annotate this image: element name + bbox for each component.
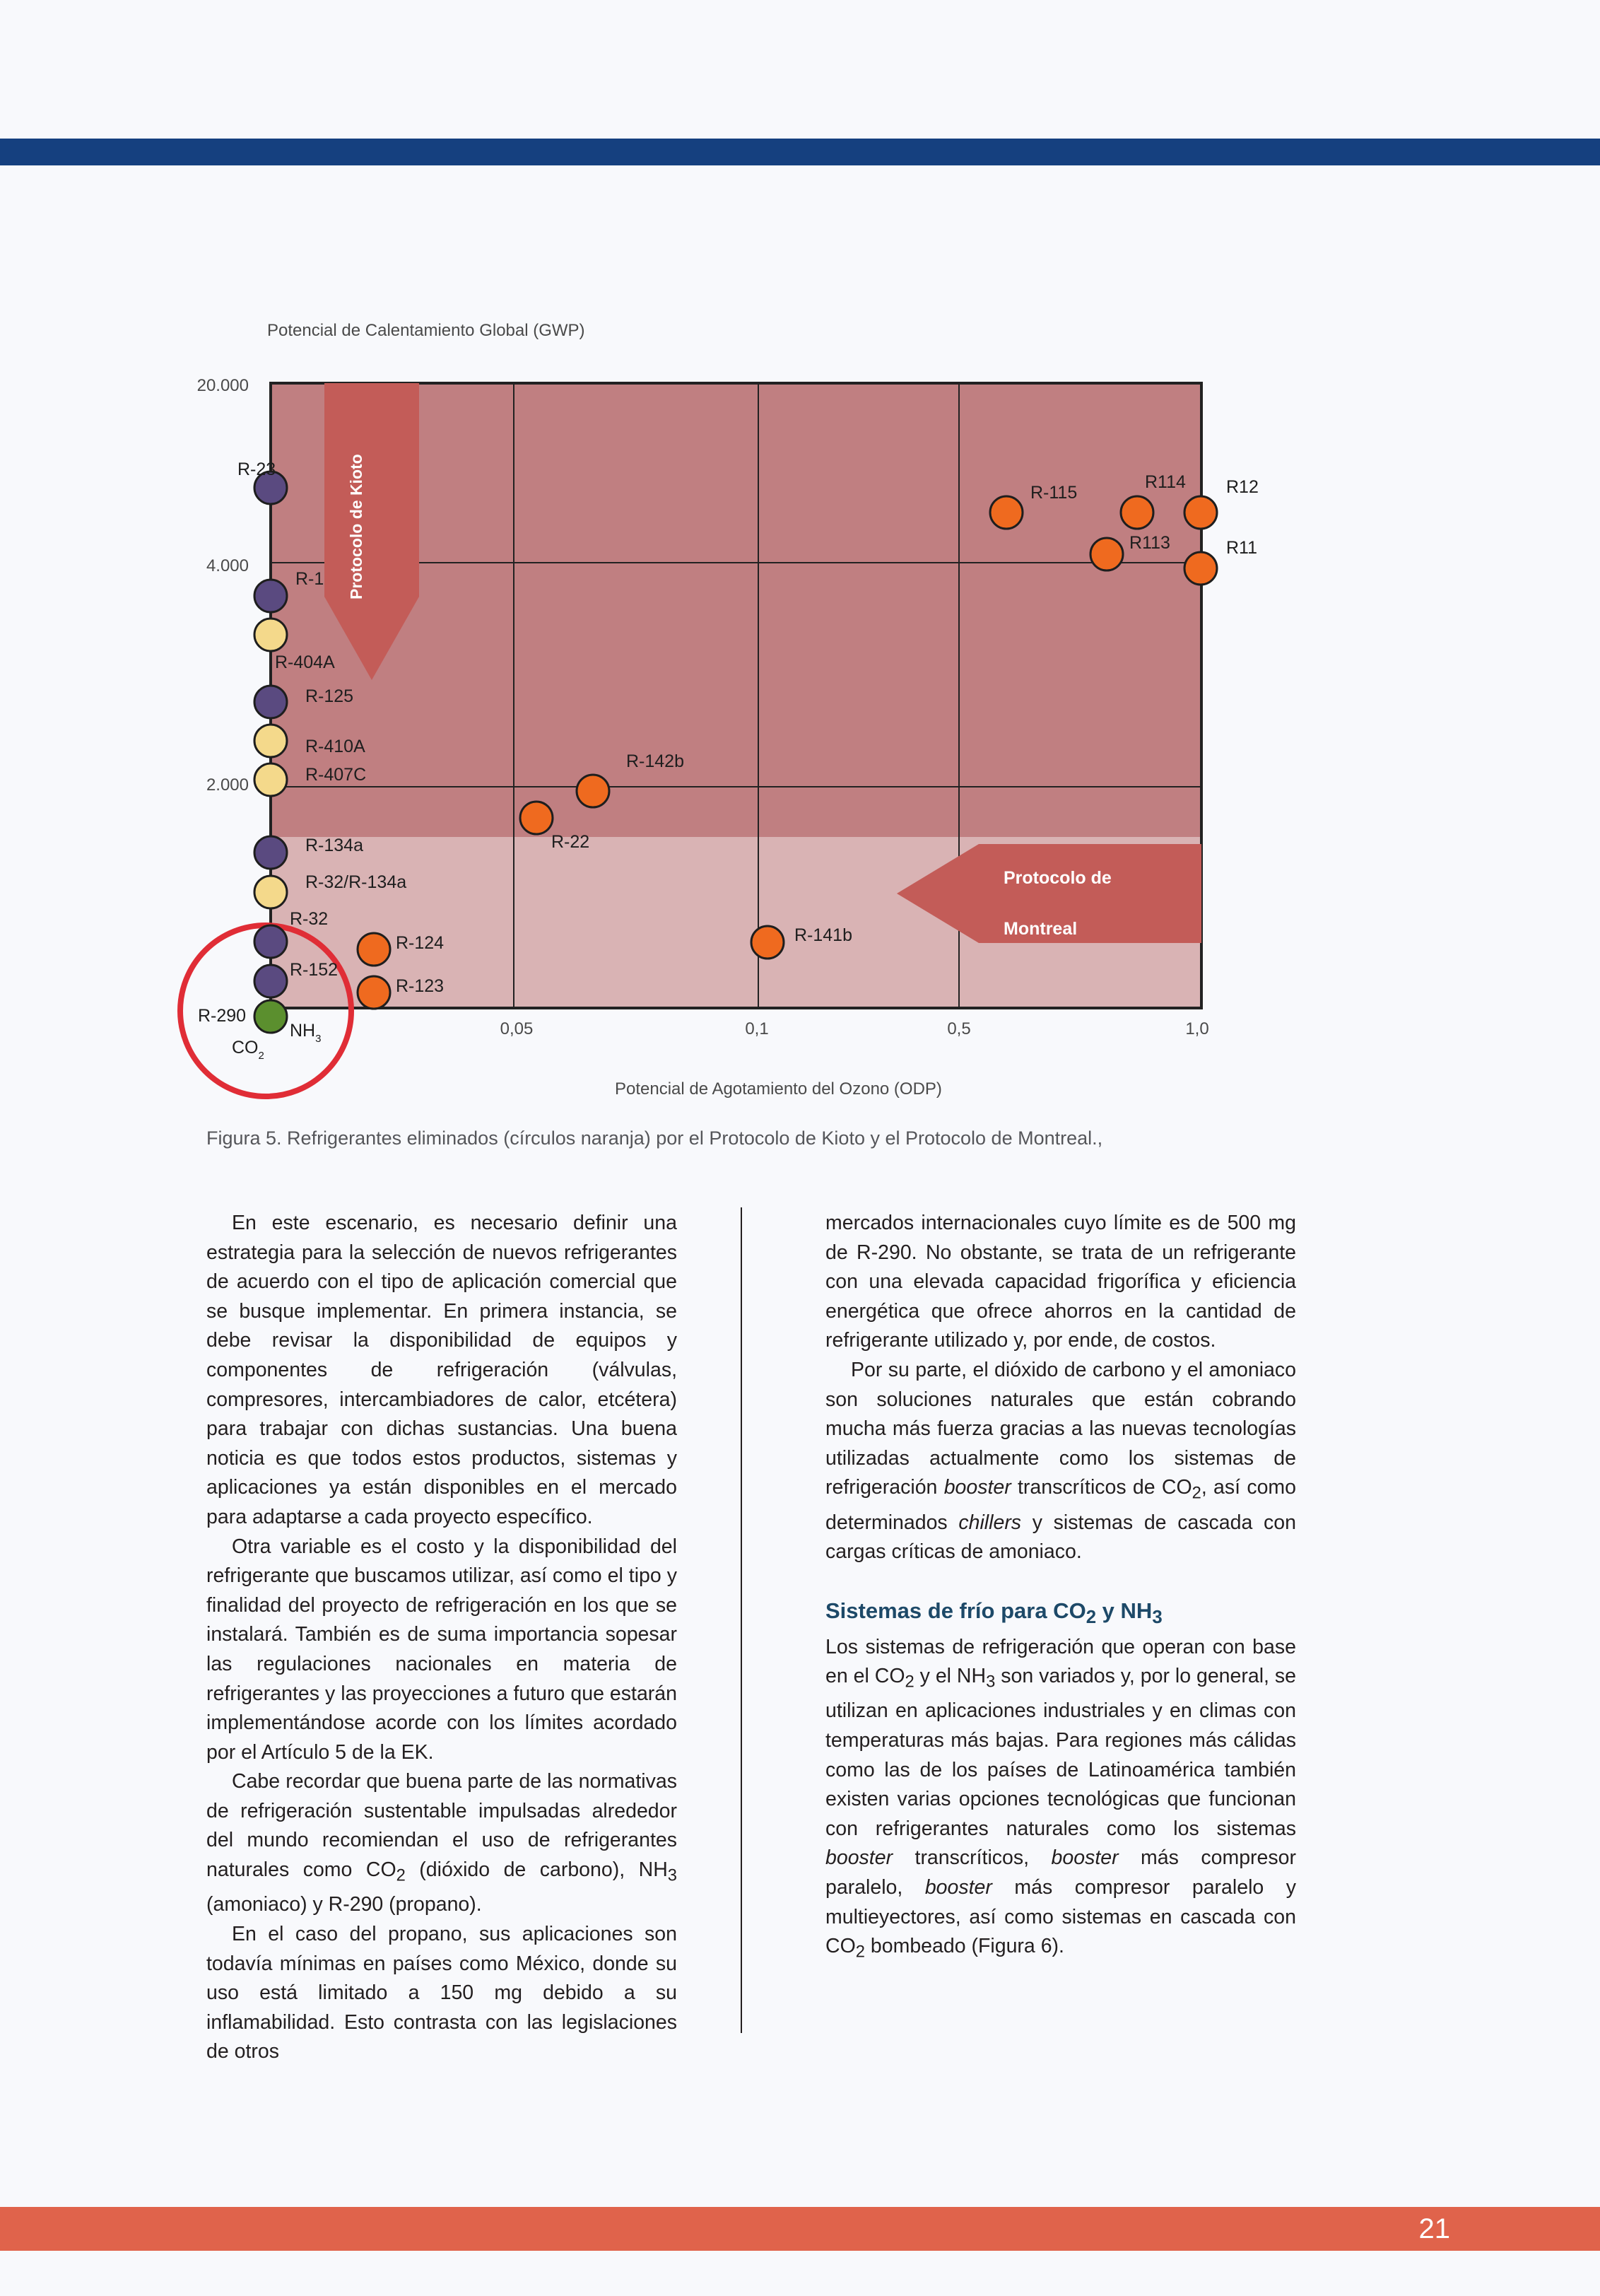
marker-unlabeled xyxy=(254,619,287,651)
left-paragraph-1: En este escenario, es necesario definir una estrategia para la selección de nuevos refrigerantes de acuerdo con el tipo de aplicación comercial que se busque implementar. En primera instancia, se debe revisar la disponibilidad de equipos y componentes de refrigeración (válvulas, compresores, intercambiadores de calor, etcétera) para trabajar con dichas sustancias. Una buena noticia es que todos estos productos, sistemas y aplicaciones ya están disponibles en el mercado para adaptarse a cada proyecto específico. xyxy=(206,1212,677,1528)
text-run: y sistemas de cascada con cargas críticas de amoniaco. xyxy=(825,1511,1296,1564)
left-paragraph-2: Otra variable es el costo y la disponibilidad del refrigerante que buscamos utilizar, así como el tipo y finalidad del proyecto de refrigeración en los que se instalará. También es de suma importancia sopesar las regulaciones nacionales en materia de refrigerantes y las proyecciones a futuro que estarán implementándose acorde con los límites acordado por el Artículo 5 de la EK. xyxy=(206,1535,677,1764)
text-run: (amoniaco) y R-290 (propano). xyxy=(206,1893,482,1916)
marker-r-1 xyxy=(254,580,287,612)
marker-label-r-407c: R-407C xyxy=(305,765,367,785)
subscript: 3 xyxy=(667,1866,677,1885)
marker-r-152 xyxy=(254,965,287,997)
marker-r-125 xyxy=(254,686,287,718)
y-axis-title: Potencial de Calentamiento Global (GWP) xyxy=(267,321,585,340)
marker-r-410a xyxy=(254,725,287,757)
subscript: 2 xyxy=(1086,1607,1097,1627)
marker-r-134a xyxy=(254,836,287,869)
bottom-footer-bar xyxy=(0,2207,1600,2251)
text-run: Los sistemas de refrigeración que operan con base en el CO xyxy=(825,1635,1296,1688)
text-run: y el NH xyxy=(914,1665,987,1688)
marker-r-123 xyxy=(358,976,390,1009)
marker-r-141b xyxy=(751,926,784,959)
x-tick-005: 0,05 xyxy=(500,1019,534,1038)
marker-r-124 xyxy=(358,933,390,966)
marker-label-r-142b: R-142b xyxy=(626,751,684,771)
left-paragraph-4: En el caso del propano, sus aplicaciones son todavía mínimas en países como México, donde su uso está limitado a 150 mg debido a su inflamabilidad. Esto contrasta con las legislaciones de otros xyxy=(206,1922,677,2063)
italic-term: booster xyxy=(1051,1846,1119,1870)
marker-label-r-125: R-125 xyxy=(305,686,354,706)
marker-r-22 xyxy=(520,802,553,834)
marker-r-115 xyxy=(990,496,1023,529)
marker-label-r-410a: R-410A xyxy=(305,737,365,756)
marker-label-r-134a: R-134a xyxy=(305,836,363,855)
text-run: (dióxido de carbono), NH xyxy=(405,1858,668,1882)
right-paragraph-2 xyxy=(825,1356,1296,1567)
column-divider xyxy=(741,1207,742,2033)
right-paragraph-1: mercados internacionales cuyo límite es de 500 mg de R-290. No obstante, se trata de un refrigerante con una elevada capacidad frigorífica y eficiencia energética que ofrece ahorros en la cantidad de refrigerante utilizado y, por ende, de costos. xyxy=(825,1212,1296,1352)
x-tick-05: 0,5 xyxy=(947,1019,971,1038)
marker-label-r12: R12 xyxy=(1226,477,1259,497)
subscript: 2 xyxy=(1192,1484,1201,1504)
marker-r114 xyxy=(1121,496,1153,529)
subscript: 2 xyxy=(905,1672,914,1692)
montreal-label-line2: Montreal xyxy=(1004,919,1078,939)
marker-r-32-r-134a xyxy=(254,876,287,908)
italic-term: booster xyxy=(825,1846,893,1870)
text-run: son variados y, por lo general, se utilizan en aplicaciones industriales y en climas con temperaturas más bajas. Para regiones más cálidas como las de los países de Latinoamérica también existen varias opciones tecnológicas que funcionan con refrigerantes naturales como los sistemas xyxy=(825,1665,1296,1840)
subscript: 2 xyxy=(396,1866,406,1885)
marker-label-r114: R114 xyxy=(1145,472,1186,492)
marker-label-nh: $NH_3$ xyxy=(290,1021,322,1045)
marker-r12 xyxy=(1184,496,1217,529)
marker-label-r-152: R-152 xyxy=(290,960,339,980)
italic-term: booster xyxy=(924,1876,992,1899)
y-tick-20000: 20.000 xyxy=(196,376,249,395)
text-run: y NH xyxy=(1096,1598,1153,1623)
text-run: más compresor paralelo, xyxy=(825,1846,1296,1899)
marker-label-co: $CO_2$ xyxy=(232,1038,264,1062)
left-column xyxy=(206,1209,677,2067)
montreal-label-line1: Protocolo de xyxy=(1004,868,1112,888)
marker-r-407c xyxy=(254,763,287,796)
figure-caption: Figura 5. Refrigerantes eliminados (círculos naranja) por el Protocolo de Kioto y el Protocolo de Montreal., xyxy=(206,1128,1103,1149)
text-run: , así como determinados xyxy=(825,1476,1297,1534)
marker-label-r-404a: R-404A xyxy=(275,652,335,672)
text-run: transcríticos de CO xyxy=(1011,1476,1192,1499)
right-column xyxy=(825,1209,1296,1967)
marker-r113 xyxy=(1090,538,1123,570)
text-run: más compresor paralelo y multieyectores, así como sistemas en cascada con CO xyxy=(825,1876,1296,1958)
y-tick-2000: 2.000 xyxy=(206,775,249,795)
marker-label-r-32-r-134a: R-32/R-134a xyxy=(305,872,407,892)
italic-term: chillers xyxy=(958,1511,1022,1534)
marker-r-142b xyxy=(577,775,609,807)
x-tick-01: 0,1 xyxy=(745,1019,769,1038)
page-number: 21 xyxy=(1418,2213,1450,2244)
subscript: 2 xyxy=(855,1942,865,1962)
marker-label-r-23: R-23 xyxy=(237,459,276,479)
x-axis-title: Potencial de Agotamiento del Ozono (ODP) xyxy=(615,1079,942,1099)
subscript: 3 xyxy=(986,1672,996,1692)
marker-r-32 xyxy=(254,925,287,958)
subscript: 3 xyxy=(1152,1607,1163,1627)
marker-label-r-1: R-1 xyxy=(295,569,324,589)
marker-label-r-115: R-115 xyxy=(1030,483,1078,503)
text-run: bombeado (Figura 6). xyxy=(864,1935,1064,1958)
text-run: transcríticos, xyxy=(893,1846,1052,1870)
marker-r11 xyxy=(1184,552,1217,585)
italic-term: booster xyxy=(943,1476,1011,1499)
left-paragraph-3 xyxy=(206,1767,677,1920)
marker-label-r-141b: R-141b xyxy=(794,925,852,945)
text-run: Por su parte, el dióxido de carbono y el amoniaco son soluciones naturales que están cobrando mucha más fuerza gracias a las nuevas tecnologías utilizadas actualmente como los sistemas de refrigeración xyxy=(825,1358,1296,1499)
marker-label-r-123: R-123 xyxy=(396,976,445,996)
x-tick-10: 1,0 xyxy=(1185,1019,1209,1038)
text-run: Sistemas de frío para CO xyxy=(825,1598,1086,1623)
right-paragraph-3 xyxy=(825,1633,1296,1967)
y-tick-4000: 4.000 xyxy=(206,556,249,575)
marker-label-r11: R11 xyxy=(1226,538,1258,558)
kyoto-label: Protocolo de Kioto xyxy=(347,454,365,599)
section-heading xyxy=(825,1596,1296,1633)
marker-label-r-32: R-32 xyxy=(290,909,329,929)
marker-r-290 xyxy=(254,1000,287,1033)
marker-label-r-124: R-124 xyxy=(396,933,445,953)
text-run: Cabe recordar que buena parte de las normativas de refrigeración sustentable impulsadas alrededor del mundo recomiendan el uso de refrigerantes naturales como CO xyxy=(206,1770,677,1882)
marker-label-r-290: R-290 xyxy=(198,1006,247,1026)
marker-label-r-22: R-22 xyxy=(551,832,590,852)
marker-label-r113: R113 xyxy=(1129,533,1170,553)
